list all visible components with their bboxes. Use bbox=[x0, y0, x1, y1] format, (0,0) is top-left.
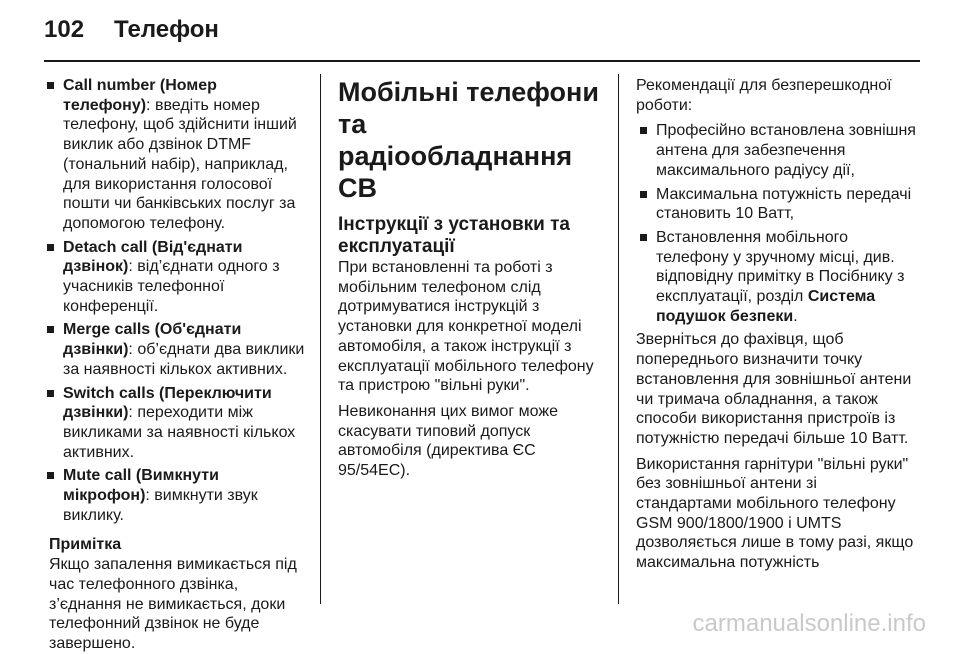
paragraph: Використання гарнітури "вільні руки" без зовнішньої антени зі стандартами мобільного телефону GSM 900/1800/1900 і UMTS дозволяється лише в тому разі, якщо максимальна потужність bbox=[636, 455, 914, 572]
bullet-icon bbox=[640, 191, 647, 198]
recommendation-text: Встановлення мобільного телефону у зручному місці, див. відповідну примітку в Посібнику з експлуатації, розділ bbox=[656, 228, 905, 306]
recommendation-text: Максимальна потужність передачі становить 10 Ватт, bbox=[656, 185, 912, 223]
list-item bbox=[47, 320, 307, 379]
bullet-icon bbox=[640, 127, 647, 134]
recommendation-text: Професійно встановлена зовнішня антена для забезпечення максимального радіусу дії, bbox=[656, 122, 916, 179]
list-item bbox=[640, 121, 916, 180]
option-term: Detach call (Від'єднати дзвінок) bbox=[63, 238, 243, 276]
list-item bbox=[47, 466, 307, 525]
note-text: Якщо запалення вимикається під час телефонного дзвінка, з’єднання не вимикається, доки телефонний дзвінок не буде завершено. bbox=[49, 556, 297, 652]
recommendations-list bbox=[636, 121, 916, 326]
column-3 bbox=[636, 76, 916, 579]
note-block bbox=[49, 535, 307, 653]
option-sep: : bbox=[128, 404, 133, 422]
option-sep: : bbox=[128, 258, 133, 276]
option-text: введіть номер телефону, щоб здійснити інший виклик або дзвінок DTMF (тональний набір), наприклад, для використання голосової пошти чи банківських послуг за допомогою телефону. bbox=[63, 96, 297, 232]
bullet-icon bbox=[47, 390, 54, 397]
option-term: Mute call (Вимкнути мікрофон) bbox=[63, 467, 219, 505]
option-term: Call number (Номер телефону) bbox=[63, 77, 217, 114]
option-text: вимкнути звук виклику. bbox=[63, 487, 258, 524]
bullet-icon bbox=[640, 234, 647, 241]
list-item bbox=[640, 228, 916, 327]
note-title: Примітка bbox=[49, 536, 122, 554]
section-title: Мобільні телефони та радіообладнання СВ bbox=[338, 77, 599, 203]
page-number: 102 bbox=[44, 16, 85, 43]
menu-options-list bbox=[47, 76, 307, 525]
option-text: переходити між викликами за наявності кількох активних. bbox=[63, 404, 296, 461]
option-text: об’єднати два виклики за наявності кількох активних. bbox=[63, 341, 305, 378]
paragraph: Зверніться до фахівця, щоб попереднього визначити точку встановлення для зовнішньої антени чи тримача обладнання, а також способи використання пристроїв із потужністю передачі більше 10 Ватт. bbox=[636, 331, 912, 447]
paragraph: При встановленні та роботі з мобільним телефоном слід дотримуватися інструкцій з установки для конкретної моделі автомобіля, а також інструкції з експлуатації мобільного телефону та пристрою "вільні руки". bbox=[338, 259, 594, 395]
column-divider-1 bbox=[320, 74, 321, 604]
list-item bbox=[47, 76, 307, 234]
option-sep: : bbox=[128, 341, 133, 359]
option-sep: : bbox=[145, 487, 150, 505]
bullet-icon bbox=[47, 244, 54, 251]
bullet-icon bbox=[47, 82, 54, 89]
watermark-text: carmanualsonline.info bbox=[692, 610, 926, 637]
bullet-icon bbox=[47, 472, 54, 479]
option-sep: : bbox=[146, 96, 151, 114]
option-term: Merge calls (Об'єднати дзвінки) bbox=[63, 321, 242, 359]
list-item bbox=[47, 384, 307, 463]
intro-paragraph: Рекомендації для безперешкодної роботи: bbox=[636, 77, 892, 114]
column-divider-2 bbox=[618, 74, 619, 604]
option-text: від’єднати одного з учасників телефонної конференції. bbox=[63, 258, 280, 315]
list-item bbox=[640, 185, 916, 224]
paragraph: Невиконання цих вимог може скасувати типовий допуск автомобіля (директива ЄС 95/54EC). bbox=[338, 402, 558, 480]
column-2 bbox=[338, 76, 606, 487]
option-term: Switch calls (Переключити дзвінки) bbox=[63, 384, 272, 422]
bullet-icon bbox=[47, 326, 54, 333]
list-item bbox=[47, 238, 307, 317]
page-title: Телефон bbox=[114, 16, 219, 43]
recommendation-end: . bbox=[793, 307, 798, 325]
column-1 bbox=[47, 76, 307, 654]
header-rule bbox=[44, 60, 920, 62]
subsection-title: Інструкції з установки та експлуатації bbox=[338, 214, 570, 257]
section-reference: Система подушок безпеки bbox=[656, 288, 876, 325]
